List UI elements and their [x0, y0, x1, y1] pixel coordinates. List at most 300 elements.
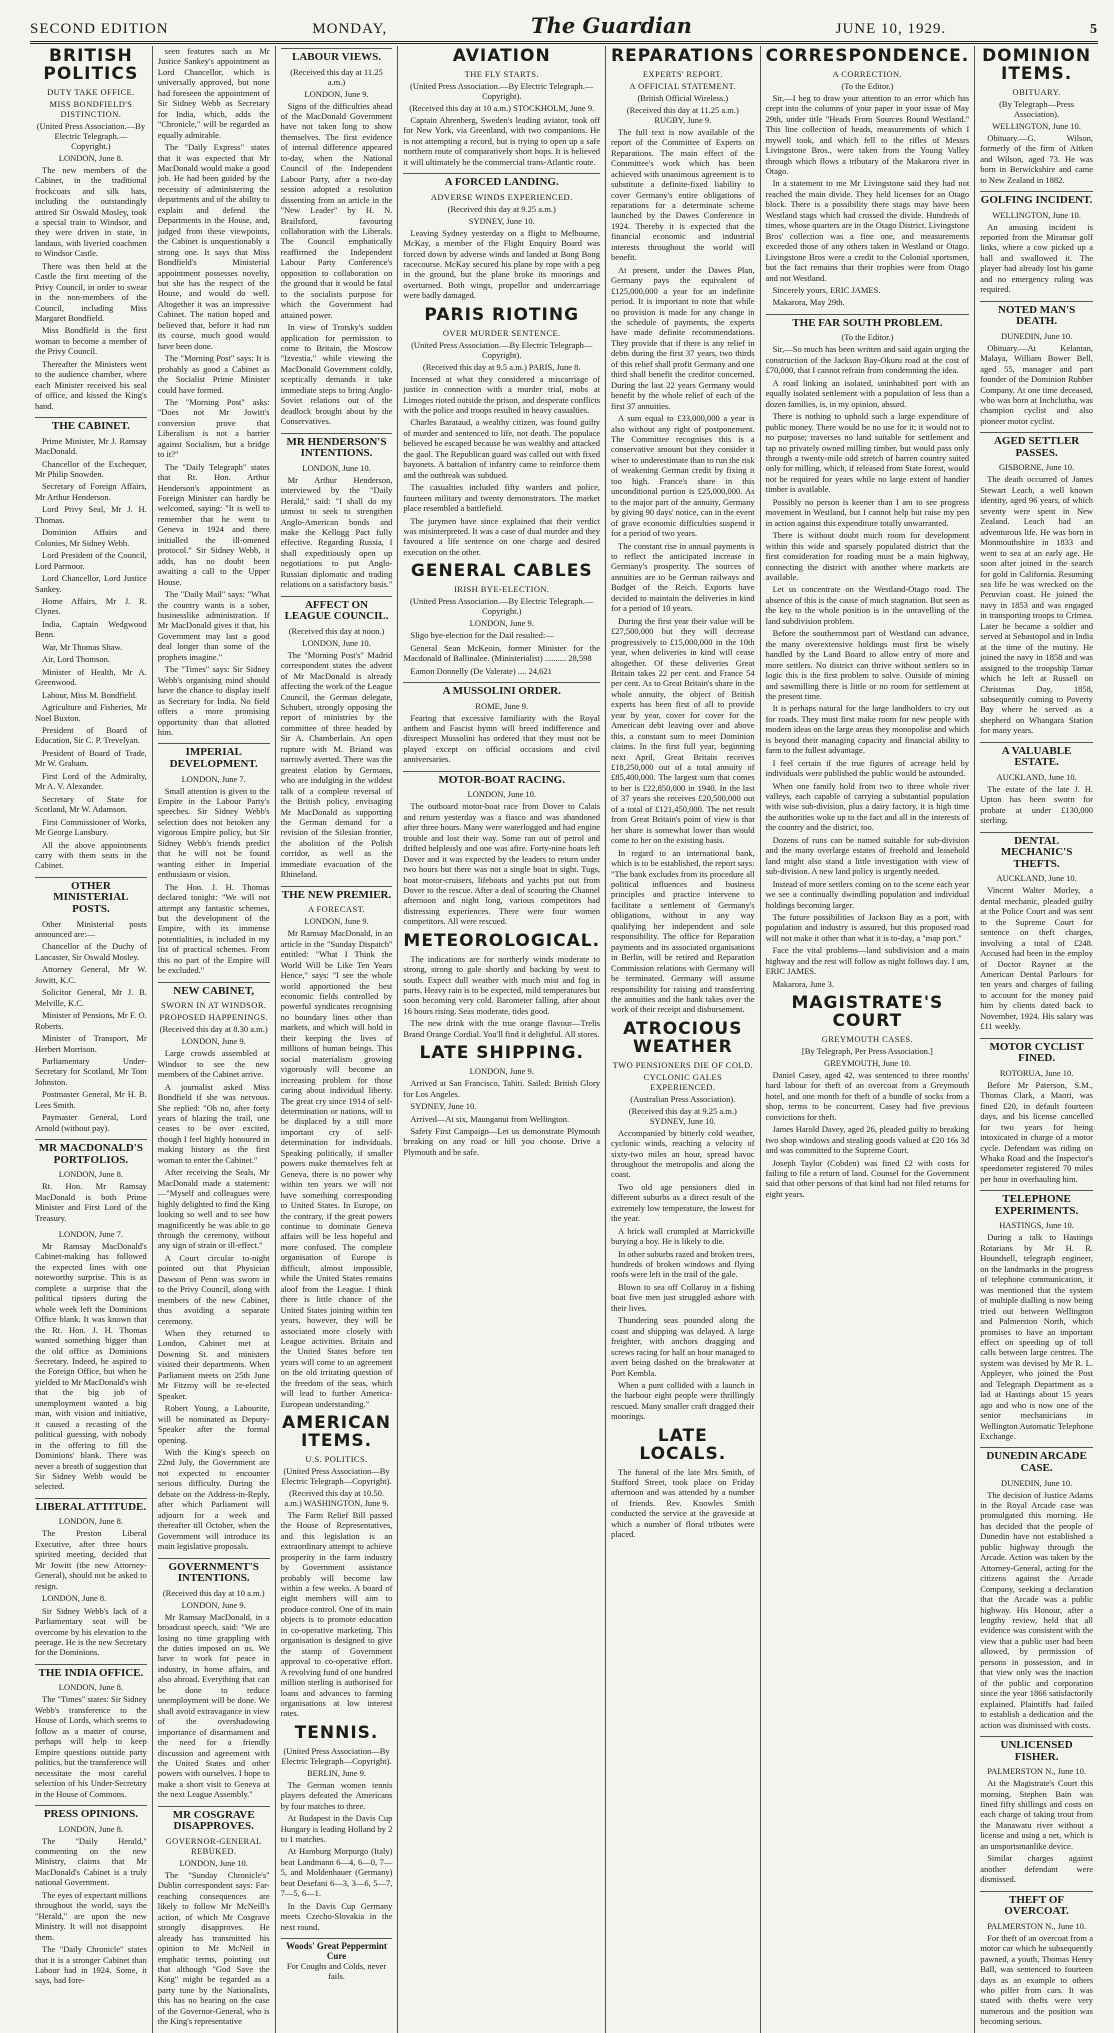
article-paragraph: The future possibilities of Jackson Bay as a port, with population and industry is assured, but this proposed road will not make it other than what it is to-day, a "map port." — [765, 912, 970, 943]
article-paragraph: Before the southernmost part of Westland can advance, the many overextensive holdings must first be wisely handled by the Land Board to allow entry of more and more settlers. No district can thrive without settlers so in logic this is the first problem to solve. Outside of mining and sawmilling there is little or no room for settlement at the present time. — [765, 628, 970, 701]
article-paragraph: The eyes of expectant millions throughout the world, says the "Herald," are upon the new Ministry. It will not disappoint them. — [35, 1889, 147, 1942]
article-paragraph: A Court circular to-night pointed out that Physician Dawson of Penn was sworn in to the Privy Council, along with members of the new Cabinet, thus avoiding a separate ceremony. — [157, 1252, 270, 1326]
article-headline: MR COSGRAVE DISAPPROVES. — [158, 1806, 270, 1833]
page-number: 5 — [1090, 22, 1098, 37]
article-headline: IMPERIAL DEVELOPMENT. — [158, 743, 270, 770]
article — [158, 743, 270, 975]
article — [35, 1498, 147, 1658]
article-paragraph: The "Daily Herald," commenting on the new Ministry, claims that Mr MacDonald's Cabinet is a truly national Government. — [35, 1835, 147, 1888]
article — [35, 877, 147, 1133]
article-subheading: GOVERNOR-GENERAL REBUKED. — [165, 1835, 262, 1856]
dateline: GREYMOUTH, June 10. — [823, 1057, 911, 1068]
article-headline: DENTAL MECHANIC'S THEFTS. — [980, 832, 1093, 871]
article-paragraph: Parliamentary Under-Secretary for Scotland, Mr Tom Johnston. — [35, 1055, 147, 1087]
article — [611, 48, 755, 1015]
article-paragraph: Large crowds assembled at Windsor to see the new members of the Cabinet arrive. — [157, 1048, 270, 1080]
article-paragraph: Let us concentrate on the Westland-Otago road. The absence of this is the cause of much stagnation. But seen as the key to the whole position is in the unravelling of the land subdivision problem. — [765, 584, 970, 626]
article-paragraph: The "Times" says: Sir Sidney Webb's organising mind should have the chance to display itself as Secretary for India. No field offers a more promising opportunity than that allotted him. — [157, 664, 270, 737]
dateline: (Received this day at 9.25 a.m.) SYDNEY, June 10. — [628, 1105, 737, 1126]
column-1 — [30, 46, 153, 2033]
article-paragraph: When a punt collided with a launch in the harbour eight people were thrillingly rescued. Many smaller craft dragged their moorings. — [611, 1380, 755, 1422]
article-paragraph: General Sean McKeoin, former Minister for the Macdonald of Ballinalee. (Ministerialist) .......... 28,598 — [403, 642, 601, 664]
article-paragraph: Dozens of runs can be named suitable for sub-division and the many overlarge estates of freehold and leasehold land might also stand a little investigation with view of sub-division. A new land policy is urgently needed. — [765, 834, 970, 877]
article — [281, 596, 393, 880]
article — [611, 1018, 755, 1422]
article — [980, 832, 1093, 1032]
dateline: LONDON, June 10. — [467, 789, 536, 800]
article-headline: A MUSSOLINI ORDER. — [403, 682, 600, 698]
article-paragraph: War, Mr Thomas Shaw. — [42, 641, 123, 652]
article-paragraph: In a statement to me Mr Livingstone said they had not reached the main divide. They held licenses for an Otago block. There is a possibility there stags may have been Westland stags which had crossed the divide. Hundreds of times, whose quarters are in the Otago District. Livingstone Bros' collection was a fine one, and measurements exceeded those of any others taken in Westland or Otago. Livingstone Bros were a credit to the Colonial sportsmen, but the fact remains that their trophies were from Otago and not Westland. — [765, 178, 970, 283]
article-headline: ATROCIOUS WEATHER — [623, 1018, 743, 1057]
article-headline: CORRESPONDENCE. — [765, 46, 970, 66]
article-headline: TELEPHONE EXPERIMENTS. — [980, 1190, 1093, 1217]
article-paragraph: Daniel Casey, aged 42, was sentenced to three months' hard labour for theft of an overcoat from a Greymouth hotel, and one month for theft of a bundle of socks from a shop, terms to be concurrent. Casey had five previous convictions for theft. — [765, 1069, 970, 1122]
dateline: (Received this day at 10 a.m.) STOCKHOLM, June 9. — [409, 102, 595, 113]
press-credit: (To the Editor.) — [841, 80, 894, 91]
article-headline: MR MACDONALD'S PORTFOLIOS. — [35, 1139, 147, 1166]
article-headline: THE FAR SOUTH PROBLEM. — [766, 314, 970, 330]
dateline: LONDON, June 10. — [302, 462, 371, 473]
press-credit: (United Press Association—By Electric Telegraph—Copyright). — [281, 1465, 392, 1486]
article-paragraph: seen features such as Mr Justice Sankey's appointment as Lord Chancellor, which is universally approved, but none had foreseen the appointment of Sir Sidney Webb as Secretary for India, which, adds the "Chronicle," will be regarded as equally admirable. — [157, 46, 270, 140]
column-7 — [975, 46, 1098, 2033]
column-3 — [276, 46, 399, 2033]
article-subheading: GREYMOUTH CASES. — [821, 1033, 914, 1044]
article-headline: REPARATIONS — [611, 46, 755, 66]
article — [35, 48, 147, 411]
dateline: LONDON, June 9. — [181, 1599, 246, 1610]
article — [403, 771, 600, 927]
article-paragraph: In regard to an international bank, which is to be established, the report says: "The bank excludes from its procedure all political influences and business principles and practice intervene to facilitate a settlement of Germany's obligations, without in any way qualifying her independent and sole responsibility. The office for Reparation payments and its associated organisations in Berlin, will be retired and Reparation Commission relations with Germany will be terminated. Germany will assume responsibility for raising and transferring the annuities and the bank takes over the work of their receipt and disbursement. — [611, 847, 755, 1015]
article-paragraph: The "Daily Telegraph" states that Rt. Hon. Arthur Henderson's appointment as Foreign Minister can hardly be welcomed, saying: "It is well to remember that he went to Geneva in 1924 and there initialled the ill-omened protocol." Sir Sidney Webb, it adds, has no doubt been awaiting a call to the Upper House. — [157, 461, 270, 587]
article-paragraph: Eamon Donnelly (De Valerate) .... 24,621 — [410, 665, 552, 676]
article-headline: MR HENDERSON'S INTENTIONS. — [281, 433, 393, 460]
article-paragraph: A road linking an isolated, uninhabited port with an equally isolated settlement with a population of less than a dozen families, is, in my opinion, absurd. — [765, 377, 970, 409]
article-paragraph: Thereafter the Ministers went to the audience chamber, where each Minister received his seal of office, and kissed the King's hand. — [35, 358, 147, 411]
article-headline: METEOROLOGICAL. — [403, 930, 601, 951]
article-paragraph: The "Morning Post" asks: "Does not Mr Jowitt's conversion prove that Liberalism is not a barrier against Socialism, but a bridge to it?" — [157, 396, 270, 460]
article-headline: AGED SETTLER PASSES. — [980, 432, 1093, 459]
article-paragraph: Sir,—So much has been written and said again urging the construction of the Jackson Bay-Okuru road at the cost of £70,000, that I cannot refrain from condemning the idea. — [765, 344, 970, 376]
article — [158, 982, 270, 1552]
dateline: (Received this day at 9.5 a.m.) PARIS, June 8. — [422, 361, 581, 372]
article-paragraph: There was then held at the Castle the first meeting of the Privy Council, in order to swear in the non-members of the Council, including Miss Margaret Bondfield. — [35, 260, 147, 324]
article-paragraph: Mr Ramsay MacDonald, in an article in the "Sunday Dispatch" entitled: "What I Think the World Will be Like Ten Years Hence," says: "I see the whole world apportioned the best economic fields controlled by powerful syndicates recognising no boundary lines other than markets, and which will hold in their keeping the lives of millions of human beings. This social materialism growing vigorously will become an increasing problem for those caring about individual liberty. The great cry since 1914 of self-determination or nations, will to be displaced by a still more important cry of self-determination for individuals. Speaking politically, if smaller powers make themselves felt at Geneva, there is no power why within ten years we will not have something corresponding to United States. In Europe, on the contrary, if the great powers continue to dominate Geneva affairs will be less hopeful and more confused. The complete organisation of Europe is difficult, almost impossible, while the United States remains aloof from the League. I think there is little chance of the United States joining within ten years, however, they will be associated more closely with League activities. Britain and the United States before ten years will come to an agreement on the old irritating question of the freedom of the seas, which will lead to further America-European understanding." — [280, 928, 393, 1409]
article-paragraph: The "Sunday Chronicle's" Dublin correspondent says: Far-reaching consequences are likely to follow Mr McNeill's action, of which Mr Cosgrave strongly disapproves. He already has transmitted his opinion to Mr McNeil in emphatic terms, pointing out that although "God Save the King" might be regarded as a party tune by the Nationalists, this has no bearing on the case of the Governor-General, who is the King's representative — [157, 1869, 270, 2027]
article — [35, 1805, 147, 1986]
issue-date: JUNE 10, 1929. — [835, 21, 947, 37]
article-paragraph: Sir,—I beg to draw your attention to an error which has crept into the columns of your paper in your issue of May 29th, under title "Heads From Sources Round Westland." This line collection of heads, measurements of which I mywell took, and which fell to the rifles of Messrs Livingstone Bros., were taken from the Young Valley through which flows a tributary of the Makarora river in Otago. — [765, 92, 970, 177]
dateline: ROME, June 9. — [475, 700, 529, 711]
article-headline: THE NEW PREMIER. — [281, 886, 393, 902]
press-credit: (United Press Association.—By Electric Telegraph.—Copyright). — [410, 80, 594, 101]
article-paragraph: Signs of the difficulties ahead of the MacDonald Government have not taken long to show themselves. The first evidence of internal difference appeared to-day, when the National Council of the Independent Labour Party, after a two-day session adopted a resolution dissenting from an article in the "New Leader" by H. N. Brailsford, favouring collaboration with the Liberals. The Council emphatically reaffirmed the Independent Labour Party Conference's opposition to collaboration on the ground that it would be fatal to the socialists purpose for which the Government had attained power. — [280, 100, 393, 320]
article-paragraph: Accompanied by bitterly cold weather, cyclonic winds, reaching a velocity of sixty-two miles an hour, spread havoc throughout the metropolis and along the coast. — [611, 1127, 755, 1180]
article-paragraph: Blown to sea off Collaroy in a fishing boat five men just struggled ashore with their lives. — [611, 1281, 755, 1313]
article-paragraph: At the Magistrate's Court this morning, Stephen Bain was fined fifty shillings and costs on each charge of taking trout from the Manawatu river without a license and using a net, which is an unsportsmanlike device. — [980, 1778, 1093, 1851]
article-paragraph: Arrived at San Francisco, Tahiti. Sailed: British Glory for Los Angeles. — [403, 1078, 601, 1099]
press-credit: (Australian Press Association). — [630, 1093, 736, 1104]
article-headline: MOTOR-BOAT RACING. — [403, 771, 600, 787]
article-headline: MOTOR CYCLIST FINED. — [980, 1038, 1093, 1065]
article — [980, 1891, 1093, 2027]
press-credit: (Received this day at 9.25 a.m.) — [447, 203, 556, 214]
article-paragraph: The "Daily Express" states that it was expected that Mr MacDonald would make a good job. He had been guided by the necessity of administering the departments and of the ability to explain and defend the Departments in the House, and, judged from these viewpoints, the Cabinet is unquestionably a strong one. It says that Miss Bondfield's Ministerial appointment possesses novelty, but she has the respect of the House, and would do well. Altogether it was an impressive Cabinet. The nation hoped and believed that, before it had run its course, much good would have been done. — [157, 142, 270, 351]
article-paragraph: The German women tennis players defeated the Americans by four matches to three. — [280, 1779, 393, 1811]
dateline: LONDON, June 8. — [58, 152, 123, 163]
dateline: AUCKLAND, June 10. — [996, 873, 1077, 884]
article-paragraph: Makarora, May 29th. — [772, 297, 845, 308]
article-paragraph: Thundering seas pounded along the coast and shipping was delayed. A large freighter, with anchors dragging and screws racing for half an hour managed to avert being dashed on the breakwater at Port Kembla. — [611, 1315, 755, 1378]
article-paragraph: India, Captain Wedgwood Benn. — [35, 618, 147, 640]
article-paragraph: At Hamburg Morpurgo (Italy) beat Landmann 6—4, 6—0, 7—5, and Moldenhauer (Germany) beat Desefani 6—3, 3—6, 5—7, 7—5, 6—1. — [280, 1846, 393, 1899]
article-paragraph: Charles Barataud, a wealthy citizen, was found guilty of murder and sentenced to life, not death. The populace believed he escaped because he was wealthy and attacked the gaol. The Republican guard was called out with fixed bayonets. A battalion of infantry came to reinforce them and the outbreak was subdued. — [403, 417, 601, 480]
ad-tagline: For Coughs and Colds, never fails. — [286, 1961, 387, 1982]
article-paragraph: Prime Minister, Mr J. Ramsay MacDonald. — [35, 435, 147, 457]
article-paragraph: Secretary of Foreign Affairs, Mr Arthur Henderson. — [35, 481, 147, 502]
dateline: AUCKLAND, June 10. — [996, 771, 1077, 782]
article-paragraph: The outboard motor-boat race from Dover to Calais and return yesterday was a fiasco and was abandoned after three hours. Many were waterlogged and had engine trouble and lost their way. Some ran out of petrol and drifted helplessly and one was afire. Forty-nine boats left Dover and it was expected by the leaders to return under two hours but there was not a single boat in sight. Tugs, boat motor-cruisers, lifeboats and yachts put out from Dover to the rescue. After a deal of scouring the Channel afternoon and night long, various competitors had distressing experiences. There were four women competitors. All were rescued. — [403, 801, 601, 927]
article-paragraph: Lord Privy Seal, Mr J. H. Thomas. — [35, 504, 147, 525]
article-paragraph: There is nothing to uphold such a large expenditure of public money. There would be no use for it; it would not to no purpose; traverses no land suitable for settlement and tap no privately owned milling timber, but would pass only through a twenty-mile odd stretch of barren country suited only for milling, which, if released from State forest, would not be required for years while no large extent of handier timber is available. — [765, 411, 970, 495]
column-5 — [606, 46, 761, 2033]
article-paragraph: In the Davis Cup Germany meets Czecho-Slovakia in the next round. — [280, 1900, 393, 1932]
article-paragraph: Minister of Transport, Mr Herbert Morrison. — [35, 1033, 147, 1054]
article-paragraph: Lord Chancellor, Lord Justice Sankey. — [35, 573, 147, 594]
article-paragraph: Solicitor General, Mr J. B. Melville, K.C. — [35, 987, 147, 1008]
article-headline: A FORCED LANDING. — [403, 173, 600, 189]
article-paragraph: Other Ministerial posts announced are:— — [35, 918, 147, 939]
press-credit: (United Press Association.—By Electric Telegraph—Copyright). — [411, 339, 593, 360]
article-paragraph: Agriculture and Fisheries, Mr Noel Buxton. — [35, 702, 147, 723]
article-paragraph: The funeral of the late Mrs Smith, of Stafford Street, took place on Friday afternoon and was attended by a number of friends. Rev. Knowles Smith conducted the service at the graveside at which a number of floral tributes were placed. — [611, 1466, 755, 1540]
article-paragraph: Sir Sidney Webb's lack of a Parliamentary seat will be overcome by his elevation to the peerage. He is the new Secretary for the Dominions. — [35, 1605, 147, 1658]
article-subheading: EXPERTS' REPORT. — [642, 68, 723, 79]
column-4 — [398, 46, 606, 2033]
article-paragraph: A sum equal to £33,000,000 a year is also without any right of postponement. The Committee recognises this is a conservative amount but they consider it wiser to underestimate than to run the risk of weakening German credit by fixing it too high. France's share in this unconditional portion is £25,000,000. As to the major part of the annuity, Germany by giving 90 days' notice, can in the event of grave economic difficulties suspend it for a period of two years. — [611, 413, 755, 539]
article-paragraph: Chancellor of the Duchy of Lancaster, Sir Oswald Mosley. — [35, 941, 147, 962]
article-subheading: CYCLONIC GALES EXPERIENCED. — [643, 1071, 723, 1092]
article-paragraph: Home Affairs, Mr J. R. Clynes. — [35, 596, 147, 617]
article-paragraph: Sincerely yours, ERIC JAMES. — [772, 285, 881, 295]
article-paragraph: Lord President of the Council, Lord Parmoor. — [35, 550, 147, 571]
press-credit: [By Telegraph, Per Press Association.] — [801, 1045, 933, 1056]
article-paragraph: Joseph Taylor (Cobden) was fined £2 with costs for failing to file a return of land. Counsel for the Government said that other persons of that kind had not filed returns for eight years. — [765, 1157, 970, 1199]
article-paragraph: Fearing that excessive familiarity with the Royal anthem and Fascist hymn will breed indifference and disrespect Mussolini has ordered that they must not be played except on official occasions and civil anniversaries. — [403, 712, 601, 765]
article — [766, 995, 970, 1199]
article-headline: LATE LOCALS. — [639, 1425, 727, 1464]
article-paragraph: Minister of Health, Mr A. Greenwood. — [35, 666, 147, 688]
article-paragraph: For theft of an overcoat from a motor car which he subsequently pawned, a youth, Thomas Henry Ball, was sentenced to fourteen days as an example to others who pilfer from cars. It was stated with thefts were very numerous and the position was becoming serious. — [980, 1932, 1093, 2027]
article-headline: GOLFING INCIDENT. — [980, 191, 1093, 207]
press-credit: (British Official Wireless.) — [637, 92, 729, 103]
article — [403, 682, 600, 765]
article-paragraph: The estate of the late J. H. Upton has been sworn for probate at under £130,000 sterling. — [980, 783, 1093, 826]
dateline: PALMERSTON N., June 10. — [987, 1766, 1086, 1777]
article-paragraph: With the King's speech on 22nd July, the Government are not expected to encounter serious difficulty. During the debate on the Address-in-Reply, after which Parliament will adjourn for a week and thereafter till October, when the Government will introduce its main legislative proposals. — [157, 1447, 270, 1552]
advertisement — [281, 1938, 393, 1981]
press-credit: (United Press Association—By Electric Telegraph—Copyright). — [281, 1745, 392, 1766]
article-paragraph: Attorney General, Mr W. Jowitt, K.C. — [35, 964, 147, 985]
article-headline: GENERAL CABLES — [410, 561, 593, 582]
article-paragraph: When one family hold from two to three whole river valleys, each capable of carrying a substantial population with wise sub-division, plus a dairy factory, it is high time the authorities woke up to the fact and all in the interests of the country and the district, too. — [765, 780, 970, 833]
article — [980, 191, 1093, 295]
article-headline: AFFECT ON LEAGUE COUNCIL. — [281, 596, 393, 623]
article-paragraph: The "Morning Post's" Madrid correspondent states the advent of Mr MacDonald is already affecting the work of the League Council, the German delegate, Schubert, strongly opposing the report of ministries by the committee of three headed by Sir A. Chamberlain. An open rupture with M. Briand was narrowly averted. There was the greatest elation by Germans, who are indulging in the wildest talk of a complete reversal of the British policy, envisaging Mr MacDonald as supporting the German demand for a revision of the Silesian frontier, the abolition of the Polish corridor, as well as the immediate evacuation of the Rhineland. — [280, 649, 393, 880]
article-paragraph: Mr Arthur Henderson, interviewed by the "Daily Herald," said: "I shall do my utmost to seek to strengthen Anglo-American bonds and make the Kellogg Pact fully effective. Regarding Russia, I shall expeditiously open up negotiations to put Anglo-Russian diplomatic and trading relations on a satisfactory basis." — [280, 474, 393, 590]
article-headline: NOTED MAN'S DEATH. — [980, 301, 1093, 328]
article-headline: DOMINION ITEMS. — [982, 46, 1092, 84]
article-paragraph: SYDNEY, June 10. — [410, 1101, 477, 1112]
article-paragraph: LONDON, June 8. — [42, 1593, 107, 1604]
article-headline: THEFT OF OVERCOAT. — [980, 1891, 1093, 1918]
article-paragraph: Before Mr Paterson, S.M., Thomas Clark, a Maori, was fined £20, in default fourteen days, and his license cancelled for two years for being intoxicated in charge of a motor cycle. Defendant was riding on Whaka Road and the Inspector's speedometer registered 70 miles per hour in overhauling him. — [980, 1079, 1093, 1184]
article-headline: BRITISH POLITICS — [43, 46, 139, 84]
article-paragraph: The decision of Justice Adams in the Royal Arcade case was promulgated this morning. He has decided that the people of Dunedin have not established a public highway through the Arcade. Action was taken by the Attorney-General, acting for the citizens against the Arcade Company, seeking a declaration that the Arcade was a public highway. His Honour, after a lengthy review, held that all evidence was consistent with the view that a public user had been allowed, by permission of persons in possession, and in that view only was the inaction of the public and corporation since the year 1866 satisfactorily explained. Plaintiffs had failed to establish a dedication and the action was dismissed with costs. — [980, 1489, 1093, 1730]
article-paragraph: Secretary of State for Scotland, Mr W. Adamson. — [35, 793, 147, 815]
article-subheading: ADVERSE WINDS EXPERIENCED. — [430, 191, 573, 202]
article-paragraph: After receiving the Seals, Mr MacDonald made a statement:—"Myself and colleagues were highly delighted to find the King looking so well and to see how magnificently he was able to go through the ceremony, without any sign of strain or ill-effect." — [157, 1167, 270, 1251]
article-subheading: TWO PENSIONERS DIE OF COLD. — [612, 1059, 754, 1070]
article-paragraph: When they returned to London, Cabinet met at Downing St. and ministers visited their departments. When Parliament meets on 25th June Mr Fitzroy will be re-elected Speaker. — [157, 1328, 270, 1401]
article-subheading: A CORRECTION. — [832, 68, 903, 79]
article-subheading: DUTY TAKE OFFICE. — [47, 86, 135, 97]
dateline: LONDON, June 10. — [179, 1857, 248, 1868]
article-headline: A VALUABLE ESTATE. — [980, 742, 1093, 769]
article-paragraph: Labour, Miss M. Bondfield. — [42, 689, 138, 700]
article-paragraph: There is without doubt much room for development within this wide and sparsely populated district that the first consideration for roading must be a main highway, connecting the district with another where markets are available. — [765, 530, 970, 582]
article-paragraph: At Budapest in the Davis Cup Hungary is leading Holland by 2 to 1 matches. — [280, 1813, 393, 1844]
article-paragraph: At present, under the Dawes Plan, Germany pays the equivalent of £125,000,000 a year for an indefinite period. It is important to note that while no provision is made for any change in the schedule of payments, the experts have made definite recommendations. They provide that if there is any relief in debts during the first 37 years, two thirds of this relief shall profit Germany and one third shall benefit the creditor concerned. During the last 22 years Germany would benefit by the whole relief of each of the first 37 annuities. — [611, 264, 755, 411]
column-2 — [153, 46, 276, 2033]
article-paragraph: Obituary.—At Kelantan, Malaya, William Bower Bell, aged 55, manager and part founder of the Dominion Rubber Company. At one time deceased, who was born at Inchclutha, was champion cyclist and also pioneer motor cyclist. — [980, 342, 1093, 426]
article — [280, 1722, 393, 1932]
dateline: LONDON, June 8. — [58, 1682, 123, 1693]
article-paragraph: In other suburbs razed and broken trees, hundreds of broken windows and flying roofs were left in the trail of the gale. — [611, 1248, 755, 1280]
article-headline: OTHER MINISTERIAL POSTS. — [35, 877, 147, 916]
dateline: LONDON, June 10. — [302, 637, 371, 648]
article-headline: LIBERAL ATTITUDE. — [35, 1498, 147, 1514]
article — [403, 563, 600, 676]
article — [980, 48, 1093, 185]
article — [281, 886, 393, 1409]
article-paragraph: The "Daily Mail" says: "What the country wants is a sober, businesslike administration. If Mr MacDonald gives it that, his Government may last a good deal longer than some of the prophets imagine." — [157, 589, 270, 662]
day-label: MONDAY, — [312, 21, 388, 37]
dateline: SYDNEY, June 10. — [468, 215, 535, 226]
article-paragraph: First Lord of the Admiralty, Mr A. V. Alexander. — [35, 770, 147, 792]
press-credit: (United Press Association.—By Electric Telegraph.—Copyright.) — [410, 596, 594, 617]
article-subheading: MISS BONDFIELD'S DISTINCTION. — [49, 98, 133, 119]
article-columns — [30, 46, 1098, 2027]
article-paragraph: Vincent Walter Morley, a dental mechanic, pleaded guilty at the Police Court and was sent to the Supreme Court for sentence on theft charges, involving a total of £248. Accused had been in the employ of Doctor Rayner at the American Dental Parlours for ten years and charges of failing to account for the money paid him by clients dated back to November, 1924. His salary was £11 weekly. — [980, 885, 1093, 1032]
dateline: WELLINGTON, June 10. — [992, 120, 1081, 131]
article-paragraph: The Hon. J. H. Thomas declared tonight: "We will not attempt any fantastic schemes, but the development of the Empire, with its immense potentialities, is included in my list of practical schemes. From this no part of the Empire will be excluded." — [157, 881, 270, 976]
article-paragraph: The "Daily Chronicle" states that it is a stronger Cabinet than Labour had in 1924. Some, it says, had fore- — [35, 1944, 147, 1986]
article-headline: PRESS OPINIONS. — [35, 1805, 147, 1821]
article-paragraph: Postmaster General, Mr H. B. Lees Smith. — [35, 1089, 147, 1110]
article-paragraph: The new members of the Cabinet, in the traditional frockcoats and silk hats, including the outstandingly attired Sir Oswald Mosley, took a special train to Windsor, and they were driven in state, in landaus, with liveried coachmen to Windsor Castle. — [35, 164, 147, 259]
ad-headline: Woods' Great Peppermint Cure — [286, 1941, 387, 1962]
article-paragraph: Possibly no person is keener than I am to see progress movement in Westland, but I cannot help but raise my pen in action against this expenditure totally unwarranted. — [765, 496, 970, 528]
dateline: LONDON, June 9. — [304, 88, 369, 99]
article — [980, 432, 1093, 735]
press-credit: (By Telegraph—Press Association). — [999, 98, 1075, 119]
article — [35, 1664, 147, 1799]
article-subheading: THE FLY STARTS. — [464, 68, 539, 79]
dateline: LONDON, June 7. — [58, 1229, 123, 1240]
dateline: LONDON, June 8. — [58, 1516, 123, 1527]
article — [158, 1558, 270, 1800]
dateline: DUNEDIN, June 10. — [1000, 330, 1073, 341]
article-headline: AMERICAN ITEMS. — [282, 1413, 391, 1451]
dateline: LONDON, June 8. — [58, 1169, 123, 1180]
article-paragraph: Robert Young, a Labourite, will be nominated as Deputy-Speaker after the formal opening. — [157, 1403, 270, 1445]
press-credit: (Received this day at noon.) — [288, 625, 385, 636]
edition-label: SECOND EDITION — [30, 21, 169, 37]
article-paragraph: Dominion Affairs and Colonies, Mr Sidney Webb. — [35, 527, 147, 548]
article-subheading: OBITUARY. — [1012, 86, 1061, 97]
article-headline: PARIS RIOTING — [424, 304, 580, 325]
dateline: DUNEDIN, June 10. — [1000, 1477, 1073, 1488]
article-paragraph: Mr Ramsay MacDonald, in a broadcast speech, said: "We are losing no time grappling with the duties imposed on us. We have to work for peace in industry, in home affairs, and also abroad. Everything that can be done to reduce unemployment will be done. We shall avoid extravagance in view of the overshadowing importance of disarmament and the need for a friendly discussion and agreement with the United States and other powers with ourselves. I hope to make a short visit to Geneva at the next League Assembly." — [157, 1611, 270, 1800]
dateline: LONDON, June 9. — [304, 916, 369, 927]
article-paragraph: The "Morning Post" says: It is probably as good a Cabinet as the Socialist Prime Minister could have formed. — [157, 353, 270, 395]
press-credit: (United Press Association.—By Electric Telegraph.—Copyright.) — [36, 120, 146, 151]
article-headline: DUNEDIN ARCADE CASE. — [980, 1447, 1093, 1474]
article-paragraph: Two old age pensioners died in different suburbs as a direct result of the extremely low temperature, the lowest for the year. — [611, 1181, 755, 1224]
article-paragraph: President of Board of Trade, Mr W. Graham. — [35, 747, 147, 769]
article — [281, 48, 393, 427]
article — [980, 301, 1093, 427]
article — [611, 1425, 755, 1540]
article-paragraph: The Farm Relief Bill passed the House of Representatives, and this legislation is an extraordinary attempt to achieve prosperity in the farm industry by Government assistance probably will become law within a few weeks. A board of eight members will aim to produce control. One of its main objects is to promote education in co-operative marketing. This organisation is designed to give the stamp of Government approval to co-operative effort. A revolving fund of one hundred million sterling is authorised for loans and advances to farming organisations at low interest rates. — [280, 1509, 393, 1719]
article-paragraph: A brick wall crumpled at Marrickville burying a boy. He is likely to die. — [611, 1225, 755, 1247]
article-paragraph: Incensed at what they considered a miscarriage of justice in connection with a murder trial, mobs at Limoges rioted outside the prison, and desperate conflicts with the police and troops resulted in heavy casualties. — [403, 373, 601, 416]
article-paragraph: The death occurred of James Stewart Leach, a well known identity, aged 96 years, of which seventy were spent in New Zealand. Leach had an adventurous life. He was born in Monmouthshire in 1833 and went to sea at an early age. He soon after joined in the search for gold in California. Resuming sea life he was wrecked on the Peruvian coast. He joined the navy in 1853 and was engaged in transporting troops to Crimea. Later he became a soldier and served at Sebastopol and in India at the time of the mutiny. He joined the navy in 1858 and was assigned to the troopship Tamar which he left at Russell on Christmas Day, 1858, subsequently coming to Poverty Bay where he served as a shepherd on Whangara Station for many years. — [980, 474, 1093, 736]
article-paragraph: Sligo bye-election for the Dail resulted:— — [410, 630, 554, 641]
article-paragraph: Chancellor of the Exchequer, Mr Philip Snowden. — [35, 458, 147, 480]
article — [281, 1415, 393, 1719]
press-credit: (Received this day at 11.25 a.m.) — [290, 66, 383, 87]
article-paragraph: The full text is now available of the report of the Committee of Experts on Reparations. The main effect of the Committee's work which has been achieved with unanimous agreement is to substitute a definite-fixed liability to cover Germany's entire obligations of reparations for a determinate scheme launched by the Dawes Conference in 1924. Thereby it is expected that the financial economic and industrial interests throughout the world will benefit. — [611, 126, 755, 263]
dateline: HASTINGS, June 10. — [999, 1220, 1074, 1231]
article-paragraph: Paymaster General, Lord Arnold (without pay). — [35, 1112, 147, 1133]
article-paragraph: Captain Ahrenberg, Sweden's leading aviator, took off for New York, via Greenland, with two companions. He is not attempting a record, but is trying to open up a safe northern route of comparatively short hops. It is believed it will ultimately be the commercial trans-Atlantic route. — [403, 114, 601, 167]
article — [281, 1938, 393, 1981]
dateline: (Received this day at 11.25 a.m.) RUGBY, June 9. — [626, 104, 739, 125]
article-paragraph: It is perhaps natural for the large landholders to cry out for roads. They must first make room for new people with modern ideas on the large areas they monopolise and which is beyond their managing capacity and financial ability to farm to the fullest advantage. — [765, 703, 970, 756]
article-headline: GOVERNMENT'S INTENTIONS. — [158, 1558, 270, 1585]
article-paragraph: Similar charges against another defendant were dismissed. — [980, 1853, 1093, 1885]
article-paragraph: During a talk to Hastings Rotarians by Mr H. R. Houndsell, telegraph engineer, on the landmarks in the progress of telephone communication, it was mentioned that the system of multiple dialling is now being tried out between Wellington and Palmerston North, which promises to have an important effect on speeding up of toll calls between large centres. The system was devised by Mr R. L. Appleyer, who joined the Post and Telegraph Department as a lad at Hastings about 15 years ago and who is now one of the senior mechanicians in Wellington Automatic Telephone Exchange. — [980, 1232, 1093, 1442]
article-subheading: OVER MURDER SENTENCE. — [442, 327, 561, 338]
article-subheading: U.S. POLITICS. — [305, 1453, 368, 1464]
dateline: BERLIN, June 9. — [307, 1767, 367, 1778]
column-6 — [761, 46, 976, 2033]
press-credit: (Received this day at 8.30 a.m.) — [159, 1024, 268, 1035]
article-paragraph: Mr Ramsay MacDonald's Cabinet-making has followed the expected lines with one noteworthy surprise. This is as complete a surprise that the political tipsters during the whole week left the Dominions Office blank. It was known that the Rt. Hon. J. H. Thomas wanted something bigger than the old office as Dominions Secretary. Indeed, he aspired to the Foreign Office, but when he yielded to Mr MacDonald's wish that the big job of unemployment wanted a big man, with vision and initiative, it caused a recasting of the political guessing, with nobody in the offering to fill the Dominions' blank. There was never a breath of suggestion that Sir Sidney Webb would be selected. — [35, 1241, 147, 1492]
article — [35, 1139, 147, 1223]
article-paragraph: The Preston Liberal Executive, after three hours spirited meeting, decided that Mr Jowitt (the new Attorney-General), should not be asked to resign. — [35, 1528, 147, 1591]
article-paragraph: I feel certain if the true figures of acreage held by individuals were published the public would be astounded. — [765, 757, 970, 779]
article — [403, 304, 601, 558]
dateline: GISBORNE, June 10. — [999, 462, 1075, 473]
article-subheading: A FORECAST. — [307, 904, 366, 915]
dateline: LONDON, June 7. — [181, 773, 246, 784]
article-paragraph: The casualties included fifty warders and police, fourteen military and twenty demonstrators. The market place resembled a battlefield. — [403, 482, 601, 514]
article-paragraph: Arrived—At six, Maunganui from Wellington. — [410, 1113, 570, 1124]
dateline: LONDON, June 9. — [469, 1066, 534, 1077]
article-paragraph: The "Times" states: Sir Sidney Webb's transference to the House of Lords, which seems to follow as a matter of course, perhaps will help to keep Empire questions outside party politics, but the transference will necessitate the most careful selection of his Under-Secretary in the House of Commons. — [35, 1694, 147, 1799]
press-credit: (Received this day at 10 a.m.) — [162, 1587, 265, 1598]
article — [35, 417, 147, 871]
article-headline: THE INDIA OFFICE. — [35, 1664, 147, 1680]
dateline: (Received this day at 10.50. a.m.) WASHINGTON, June 9. — [284, 1487, 389, 1508]
article-paragraph: The new drink with the true orange flavour—Trelis Brand Orange Cordial. You'll find it delightful. All stores. — [403, 1018, 601, 1039]
article — [403, 48, 600, 167]
article-paragraph: The jurymen have since explained that their verdict was misinterpreted. It was a case of dual murder and they favoured a life sentence on one charge and desired execution on the other. — [403, 515, 601, 557]
article-subheading: IRISH BYE-ELECTION. — [454, 584, 550, 595]
article-paragraph: Leaving Sydney yesterday on a flight to Melbourne, McKay, a member of the Flight Enquiry Board was forced down by adverse winds and landed at Bong Bong racecourse. McKay secured his plane by rope with a peg in the ground, but the plane broke its moorings and overturned. Both wings, propellor and undercarriage were badly damaged. — [403, 227, 601, 301]
article-subheading: A OFFICIAL STATEMENT. — [629, 80, 737, 91]
article-headline: TENNIS. — [294, 1722, 379, 1743]
article-paragraph: Miss Bondfield is the first woman to become a member of the Privy Council. — [35, 325, 147, 357]
article — [766, 48, 970, 308]
article — [403, 930, 601, 1039]
article — [35, 1229, 147, 1492]
newspaper-title: The Guardian — [530, 13, 692, 38]
article — [158, 1806, 270, 2027]
article-paragraph: All the above appointments carry with them seats in the Cabinet. — [35, 839, 147, 871]
article-headline: AVIATION — [452, 46, 551, 66]
article-headline: THE CABINET. — [35, 417, 147, 433]
masthead — [30, 6, 1098, 44]
article-paragraph: Air, Lord Thomson. — [42, 654, 110, 665]
article-paragraph: Face the vital problems—land subdivision and a main highway and the rest will follow as night follows day. I am, ERIC JAMES. — [765, 945, 970, 977]
article-headline: UNLICENSED FISHER. — [980, 1736, 1093, 1763]
article-paragraph: Instead of more settlers coming on to the scene each year we see a continually dwindling population and individual holdings becoming larger. — [765, 878, 970, 910]
article-headline: LABOUR VIEWS. — [281, 48, 393, 64]
article-paragraph: Safety First Campaign—Let us demonstrate Plymouth breaking on any road or hill you choose. Drive a Plymouth and be safe. — [403, 1125, 601, 1157]
press-credit: (To the Editor.) — [841, 332, 894, 343]
article-paragraph: Rt. Hon. Mr Ramsay MacDonald is both Prime Minister and First Lord of the Treasury. — [35, 1181, 147, 1223]
article-headline: MAGISTRATE'S COURT — [791, 993, 944, 1032]
article-paragraph: In view of Trotsky's sudden application for permission to come to Britain, the Moscow "Izvestia," while viewing the MacDonald Government coldly, sceptically demands it take immediate steps to bring Anglo-Soviet relations out of the deadlock brought about by the Conservatives. — [280, 322, 393, 427]
article — [980, 1038, 1093, 1185]
article — [281, 433, 393, 590]
article — [980, 1736, 1093, 1885]
article-paragraph: The constant rise in annual payments is to reflect the anticipated increase in Germany's prosperity. The sources of annuities are to be German railways and Budget of the Reich. Exports have decided to maintain the deliveries in kind for a period of 10 years. — [611, 540, 755, 614]
dateline: ROTORUA, June 10. — [999, 1067, 1074, 1078]
article-paragraph: Small attention is given to the Empire in the Labour Party's speeches. Sir Sidney Webb's selection does not betoken any vigorous Empire policy, but Sir Sidney Webb's friends predict that he will not be found wanting either in Imperial enthusiasm or vision. — [157, 785, 270, 880]
article-paragraph: First Commissioner of Works, Mr George Lansbury. — [35, 816, 147, 838]
dateline: WELLINGTON, June 10. — [992, 209, 1081, 220]
article-subheading: SWORN IN AT WINDSOR. — [160, 1000, 267, 1011]
article-headline: NEW CABINET, — [158, 982, 270, 998]
article-paragraph: The indications are for northerly winds moderate to strong, strong to gale shortly and backing by west to south. Expect dull weather with much mist and fog in parts. Heavy rain is to be expected, mild temperatures but soon becoming very cold. Barometer falling, after about 16 hours rising. Seas moderate, tides good. — [403, 953, 601, 1016]
article — [403, 173, 600, 301]
article — [980, 1447, 1093, 1730]
article-headline: LATE SHIPPING. — [419, 1043, 584, 1064]
article-paragraph: James Harold Davey, aged 26, pleaded guilty to breaking two shop windows and stealing goods valued at £20 16s 3d and was committed to the Supreme Court. — [765, 1124, 970, 1156]
dateline: LONDON, June 9. — [181, 1036, 246, 1047]
article-subheading: PROPOSED HAPPENINGS. — [159, 1012, 268, 1023]
article — [766, 314, 970, 989]
article-paragraph: During the first year their value will be £27,500,000 but they will decrease progressively to £15,000,000 in the 10th year, when deliveries in kind will cease altogether. Of these deliveries Great Britain takes 22 per cent. and France 54 per cent. As to Great Britain's share in the whole annuity, the object of British experts has been first of all to provide year by year, cover for cover for the American debt leaving over and above this, a constant sum to meet Dominion claims. In the first full year, beginning next April, Great Britain receives £18,250,000 out of a total annuity of £85,400,000. The largest sum that comes to her is £22,850,000 in 1940. In the last of 37 years she receives £20,500,000 out of a total of £121,450,000. The net result from Great Britain's point of view is that her share is somewhat lower than would come to her on the existing basis. — [611, 615, 755, 846]
article-paragraph: Obituary.—G. Wilson, formerly of the firm of Aitken and Wilson, aged 73. He was born in Berwickshire and came to New Zealand in 1882. — [980, 132, 1093, 185]
dateline: LONDON, June 9. — [469, 618, 534, 629]
